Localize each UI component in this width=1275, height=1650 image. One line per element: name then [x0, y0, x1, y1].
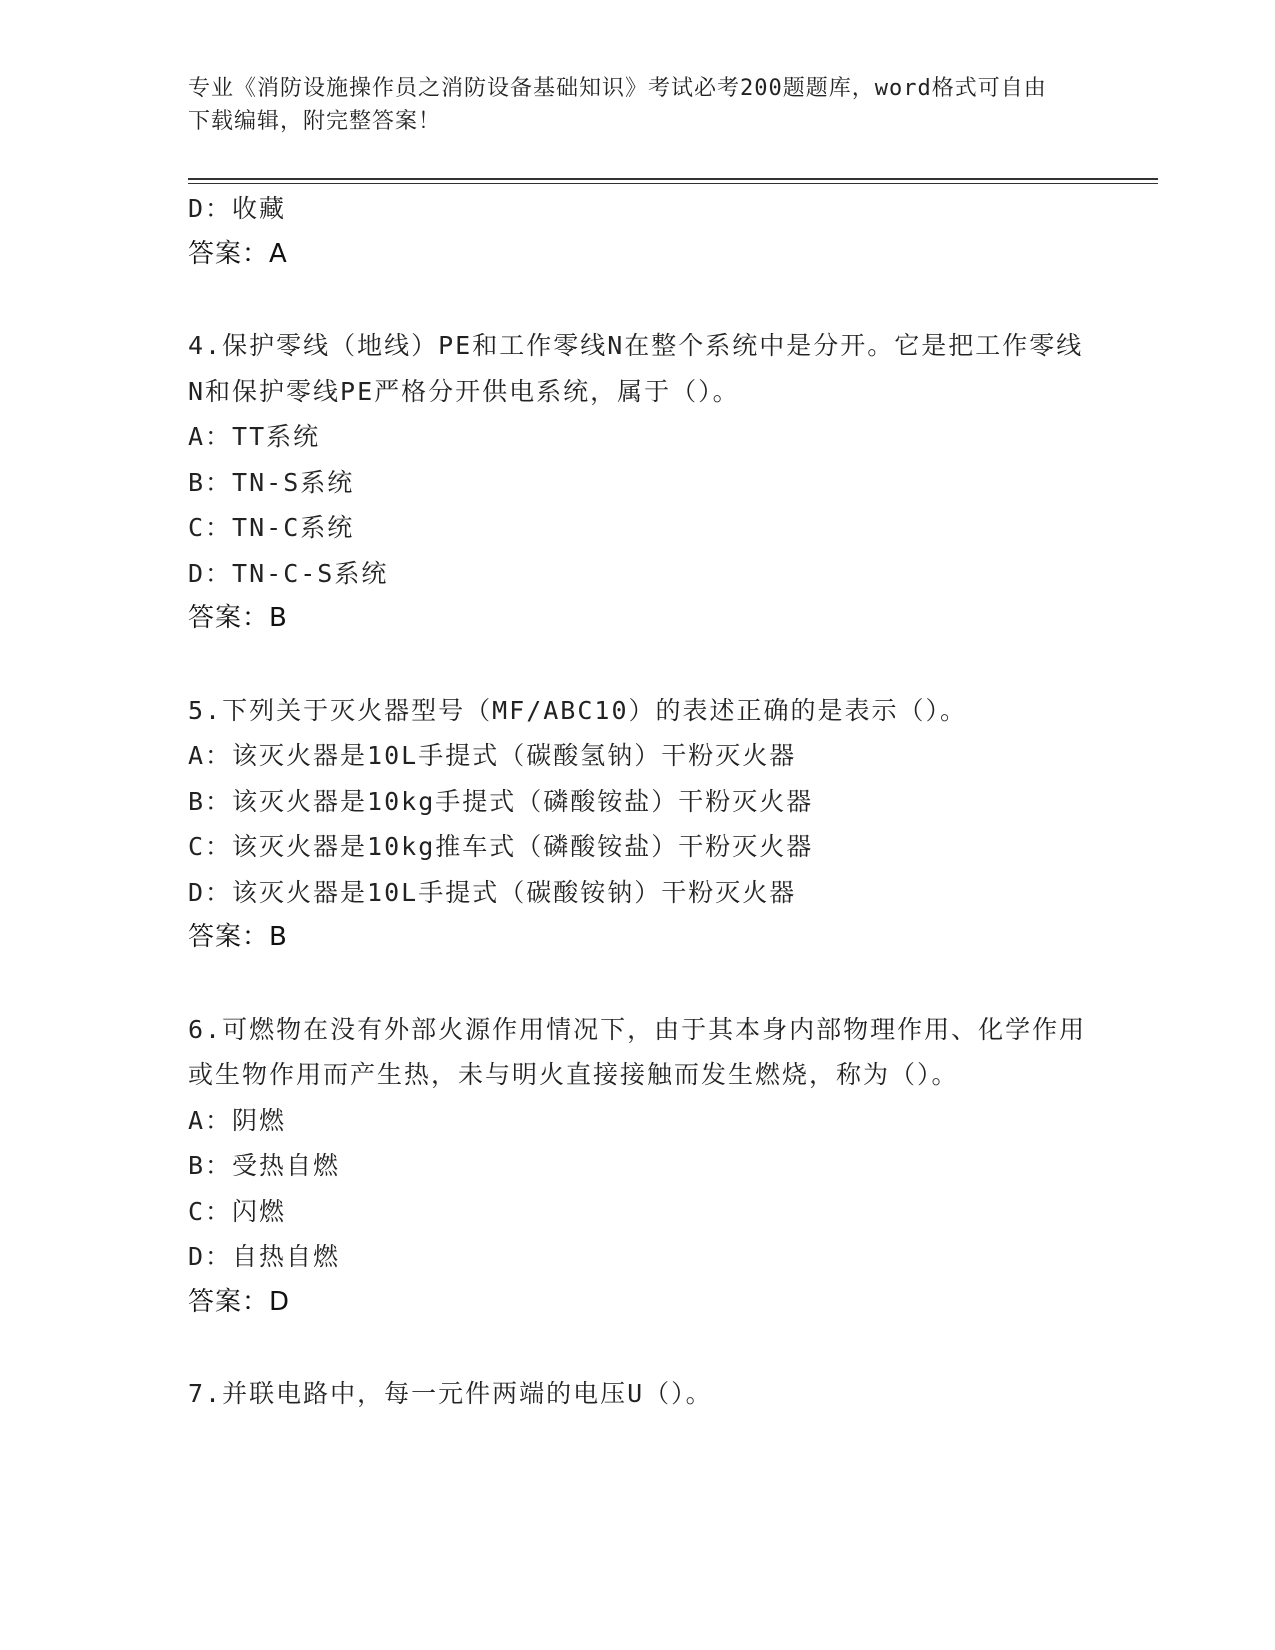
question-text: 5.下列关于灭火器型号（MF/ABC10）的表述正确的是表示（）。: [188, 695, 968, 725]
question-5: [188, 688, 1088, 961]
question-text: 7.并联电路中，每一元件两端的电压U（）。: [188, 1379, 713, 1408]
option-d: D：TN-C-S系统: [188, 558, 389, 588]
option-d: D：收藏: [188, 194, 287, 223]
question-4: [188, 323, 1088, 642]
question-fragment: [188, 186, 1088, 277]
answer-line: 答案：A: [188, 238, 288, 269]
answer-line: 答案：D: [188, 1286, 291, 1317]
answer-line: 答案：B: [188, 603, 288, 633]
answer-line: 答案：B: [188, 922, 288, 952]
question-text: 6.可燃物在没有外部火源作用情况下，由于其本身内部物理作用、化学作用或生物作用而产生热，未与明火直接接触而发生燃烧，称为（）。: [188, 1014, 1087, 1089]
document-header: [188, 72, 1068, 138]
option-c: C：TN-C系统: [188, 513, 355, 542]
header-intro: 专业《消防设施操作员之消防设备基础知识》考试必考200题题库，word格式可自由下载编辑，附完整答案！: [188, 76, 1047, 134]
document-body: [188, 186, 1088, 1417]
question-text: 4.保护零线（地线）PE和工作零线N在整个系统中是分开。它是把工作零线N和保护零线PE严格分开供电系统，属于（）。: [188, 331, 1084, 406]
spacer: [188, 961, 1088, 1007]
spacer: [188, 277, 1088, 323]
option-d: D：该灭火器是10L手提式（碳酸铵钠）干粉灭火器: [188, 877, 797, 907]
spacer: [188, 642, 1088, 688]
option-d: D：自热自燃: [188, 1242, 341, 1271]
option-c: C：闪燃: [188, 1196, 287, 1226]
question-7: [188, 1371, 1088, 1417]
option-b: B：受热自燃: [188, 1151, 341, 1180]
question-6: [188, 1007, 1088, 1326]
option-a: A：TT系统: [188, 422, 321, 451]
spacer: [188, 1325, 1088, 1371]
option-a: A：阴燃: [188, 1105, 287, 1135]
option-c: C：该灭火器是10kg推车式（磷酸铵盐）干粉灭火器: [188, 832, 814, 861]
option-b: B：该灭火器是10kg手提式（磷酸铵盐）干粉灭火器: [188, 786, 814, 816]
header-divider: [188, 178, 1158, 184]
option-b: B：TN-S系统: [188, 467, 355, 497]
option-a: A：该灭火器是10L手提式（碳酸氢钠）干粉灭火器: [188, 741, 797, 770]
